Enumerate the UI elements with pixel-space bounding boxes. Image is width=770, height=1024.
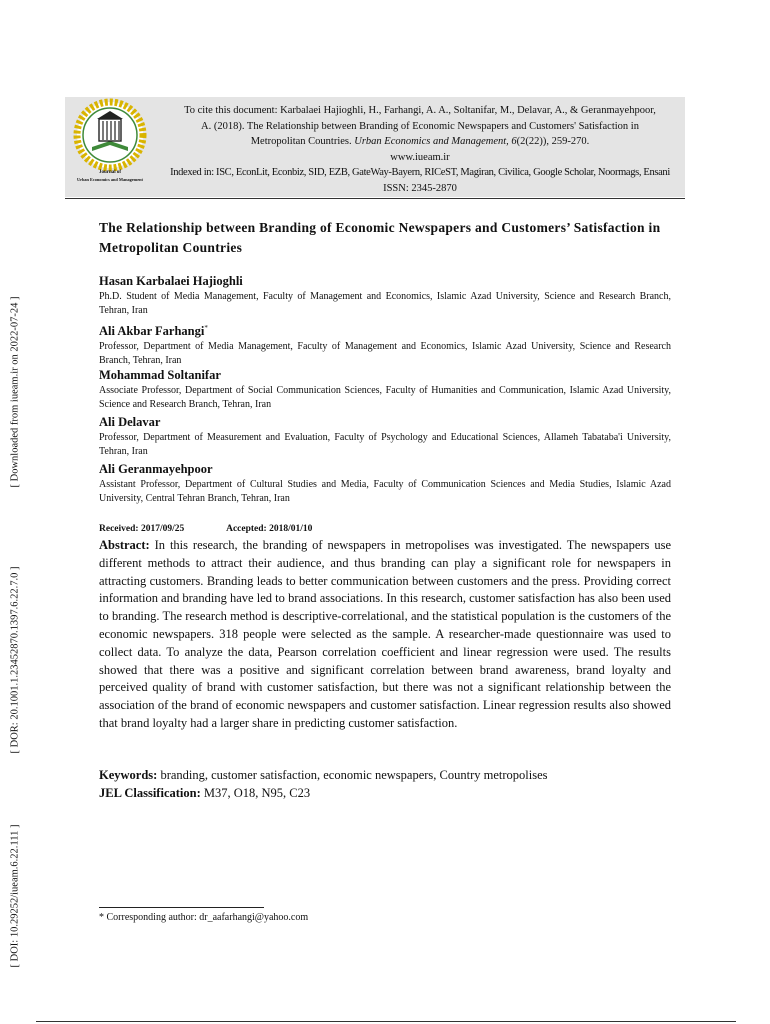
accepted-date: Accepted: 2018/01/10 [226,524,313,534]
side-stamps [0,0,30,1024]
author-name [99,319,671,340]
article-title: The Relationship between Branding of Economic Newspapers and Customers’ Satisfaction in Metropolitan Countries [99,220,661,255]
received-date: Received: 2017/09/25 [99,524,185,534]
dor-stamp: [ DOR: 20.1001.1.23452870.1397.6.22.7.0 ] [9,566,21,754]
issn: ISSN: 2345-2870 [383,182,457,194]
author-block [99,366,671,412]
cite-line-3-post: (2(22)), 259-270. [516,136,590,147]
journal-logo [65,97,155,197]
author-affiliation: Professor, Department of Media Management, Faculty of Management and Economics, Islamic Azad University, Science and Research Branch, Tehran, Iran [99,341,671,367]
cite-line-1: To cite this document: Karbalaei Hajioghli, H., Farhangi, A. A., Soltanifar, M., Delavar, A., & Geranmayehpoor, [184,105,656,116]
jel-text: M37, O18, N95, C23 [203,786,311,800]
author-name-text: Hasan Karbalaei Hajioghli [99,274,243,288]
jel-classification [99,785,671,803]
author-name-text: Ali Geranmayehpoor [99,462,213,476]
corresponding-author-footnote: * Corresponding author: dr_aafarhangi@yahoo.com [99,912,309,923]
author-name-text: Mohammad Soltanifar [99,368,221,382]
author-block [99,272,671,318]
footnote-rule [99,907,264,908]
author-affiliation: Professor, Department of Measurement and Evaluation, Faculty of Psychology and Educational Sciences, Allameh Tabataba'i University, Tehran, Iran [99,432,671,457]
logo-caption-journal: Journal of [98,170,122,175]
author-affiliation: Ph.D. Student of Media Management, Faculty of Management and Economics, Islamic Azad University, Science and Research Branch, Tehran, Iran [99,291,671,316]
doi-stamp: [ DOI: 10.29252/iueam.6.22.111 ] [9,824,21,968]
author-block [99,319,671,368]
abstract [99,537,671,733]
author-block [99,460,671,506]
author-name [99,272,671,290]
downloaded-stamp: [ Downloaded from iueam.ir on 2022-07-24 ] [9,296,21,488]
cite-journal: Urban Economics and Management, 6 [354,136,517,147]
author-name-text: Ali Delavar [99,415,161,429]
citation-header [65,97,685,197]
logo-caption-name: Urban Economics and Management [76,177,143,182]
keywords [99,767,671,785]
indexing-list: Indexed in: ISC, EconLit, Econbiz, SID, EZB, GateWay-Bayern, RICeST, Magiran, Civilica, Google Scholar, Noormags, Ensani [170,167,670,178]
header-rule [65,198,685,199]
cite-line-3-pre: Metropolitan Countries. [250,136,352,147]
page-bottom-rule [36,1021,736,1022]
author-name [99,413,671,431]
article-dates [99,524,352,534]
citation-block [155,103,685,196]
author-block [99,413,671,459]
abstract-label: Abstract: [99,538,150,552]
author-name [99,460,671,478]
keywords-text: branding, customer satisfaction, economic newspapers, Country metropolises [160,768,548,782]
abstract-text: In this research, the branding of newspapers in metropolises was investigated. The newspapers use different methods to attract their audience, and thus branding can play a significant role for newspapers in attracting customers. Branding leads to better communication between customers and the press. Providing correct information and branding have led to brand associations. In this research, customer satisfaction has also been used to branding. The research method is descriptive-correlational, and the statistical population is the customers of the economic newspapers. 318 people were selected as the sample. A researcher-made questionnaire was used to collect data. To analyze the data, Pearson correlation coefficient and linear regression were used. The results showed that there was a positive and significant correlation between brand awareness, brand loyalty and perceived quality of brand with customer satisfaction, but there was not a significant relationship between the association of the brand of economic newspapers and customer satisfaction. Linear regression results also showed that brand loyalty had a larger share in predicting customer satisfaction. [99,538,671,730]
journal-emblem-icon [65,97,155,172]
corresponding-mark: * [204,324,208,332]
keywords-label: Keywords: [99,768,158,782]
author-name-text: Ali Akbar Farhangi [99,324,205,339]
author-affiliation: Assistant Professor, Department of Cultural Studies and Media, Faculty of Communication Sciences and Media Studies, Islamic Azad University, Central Tehran Branch, Tehran, Iran [99,479,671,504]
author-name [99,366,671,384]
journal-website: www.iueam.ir [390,151,450,163]
author-affiliation: Associate Professor, Department of Social Communication Sciences, Faculty of Humanities and Communication, Islamic Azad University, Science and Research Branch, Tehran, Iran [99,385,671,410]
cite-line-3 [155,134,685,150]
jel-label: JEL Classification: [99,786,201,800]
cite-line-2: A. (2018). The Relationship between Branding of Economic Newspapers and Customers' Satisfaction in [201,120,639,132]
